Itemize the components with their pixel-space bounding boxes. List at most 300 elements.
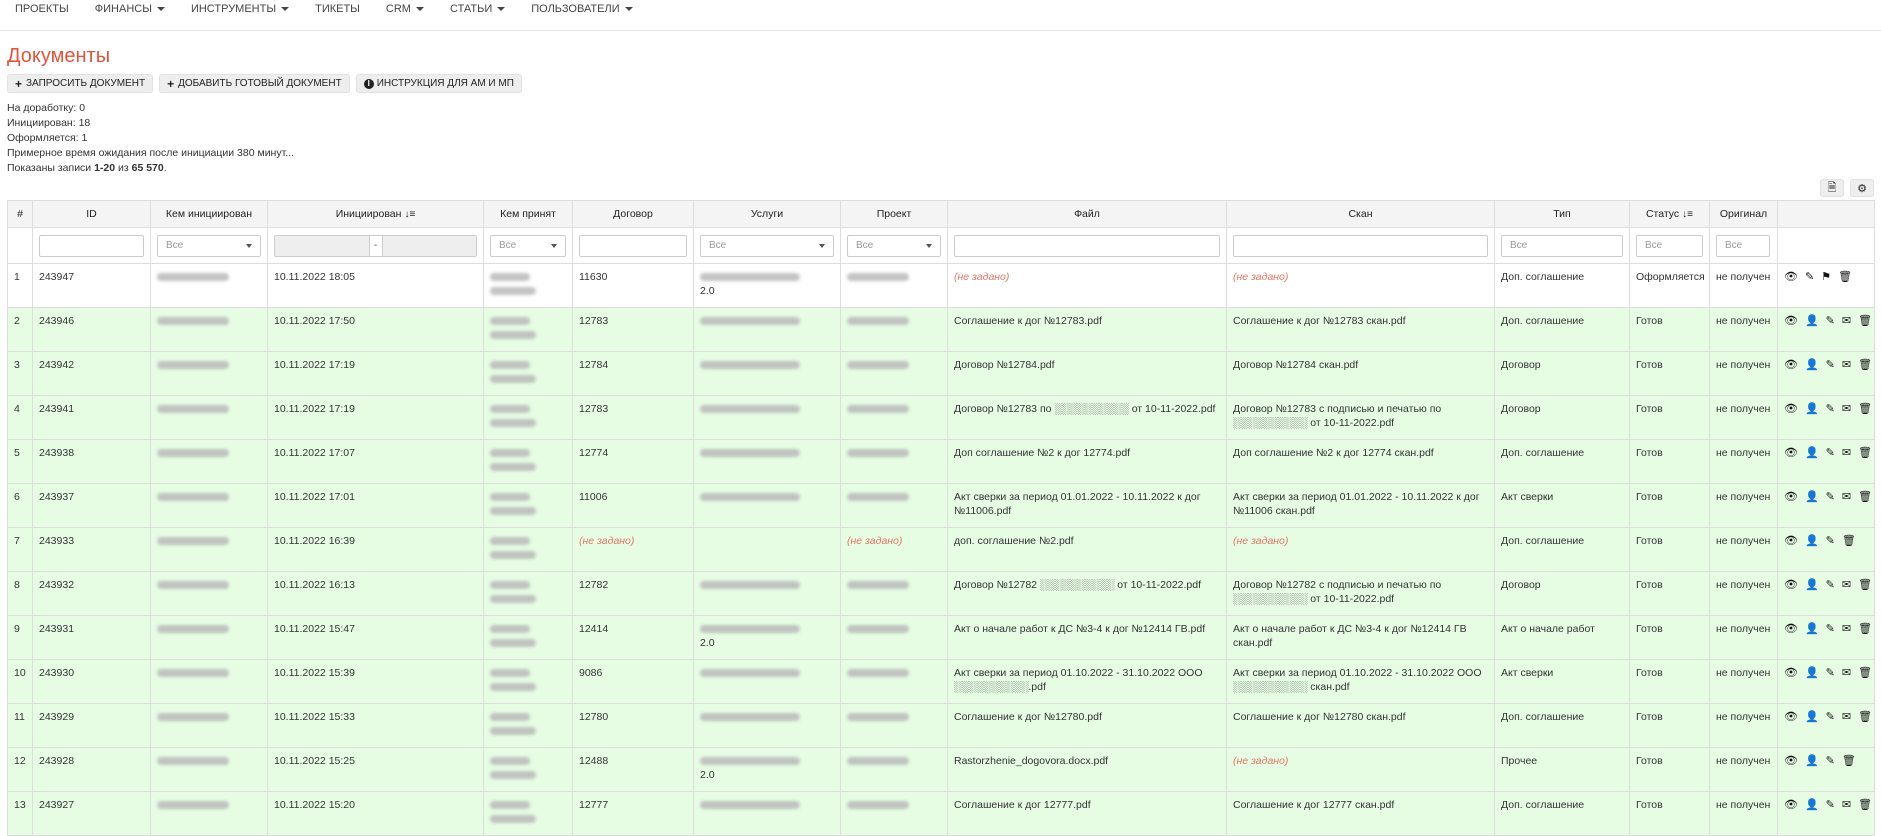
trash-icon[interactable]: 🗑 [1858,403,1873,415]
cell-initiated [268,660,484,704]
project-filter-select[interactable] [847,235,941,257]
trash-icon[interactable]: 🗑 [1858,623,1873,635]
cell-file[interactable] [948,616,1227,660]
cell-type [1495,660,1630,704]
file-link[interactable]: Акт сверки за период 01.01.2022 - 10.11.2022 к дог №11006.pdf [954,491,1201,517]
pencil-icon[interactable]: ✎ [1825,359,1835,371]
row-actions [1784,578,1873,592]
document-id: 243931 [39,623,75,635]
user-icon[interactable]: 👤 [1804,755,1819,767]
pencil-icon[interactable]: ✎ [1825,491,1835,503]
eye-icon[interactable]: 👁 [1784,403,1798,415]
cell-file[interactable] [948,308,1227,352]
document-id: 243947 [39,271,75,283]
redacted-services [700,581,800,589]
services-extra: 2.0 [700,285,715,297]
col-header-status-label: Статус [1645,208,1680,220]
scan-link[interactable]: Соглашение к дог №12783 скан.pdf [1233,315,1406,327]
pencil-icon[interactable]: ✎ [1825,623,1835,635]
cell-file[interactable] [948,352,1227,396]
table-toolbar [7,179,1874,197]
eye-icon[interactable]: 👁 [1784,755,1798,767]
id-filter-input[interactable] [39,235,144,257]
contract-number: 11006 [579,491,608,503]
settings-button[interactable] [1850,179,1874,197]
cell-type [1495,528,1630,572]
cell-scan[interactable] [1227,572,1495,616]
col-header-scan[interactable]: Скан [1227,201,1495,228]
cell-actions [1778,660,1875,704]
col-header-initiated[interactable] [268,201,484,228]
cell-file[interactable] [948,704,1227,748]
row-actions [1784,446,1873,460]
cell-actions [1778,484,1875,528]
file-link[interactable]: Соглашение к дог №12780.pdf [954,711,1102,723]
trash-icon[interactable]: 🗑 [1858,447,1873,459]
cell-scan [1227,528,1495,572]
cell-scan [1227,264,1495,308]
cell-file[interactable] [948,528,1227,572]
cell-file[interactable] [948,792,1227,836]
cell-initiator [151,264,268,308]
cell-services [694,396,841,440]
pencil-icon[interactable]: ✎ [1825,667,1835,679]
table-row[interactable] [8,704,1875,748]
file-link[interactable]: Rastorzhenie_dogovora.docx.pdf [954,755,1109,767]
cell-type [1495,308,1630,352]
initiated-datetime: 10.11.2022 17:19 [274,403,355,415]
trash-icon[interactable]: 🗑 [1858,315,1873,327]
col-header-status[interactable] [1630,201,1710,228]
col-header-contract[interactable]: Договор [573,201,694,228]
cell-file[interactable] [948,748,1227,792]
redacted-accepted-by [490,405,530,413]
file-link[interactable]: Соглашение к дог 12777.pdf [954,799,1091,811]
table-header-row [8,201,1875,228]
pencil-icon[interactable]: ✎ [1825,579,1835,591]
action-buttons [7,74,1874,93]
cell-status [1630,748,1710,792]
status-badge: Оформляется [1636,271,1705,283]
redacted-services [700,625,800,633]
cell-num [8,308,33,352]
cell-services [694,484,841,528]
eye-icon[interactable]: 👁 [1784,799,1798,811]
redacted-accepted-by [490,361,530,369]
table-row[interactable] [8,572,1875,616]
table-row[interactable] [8,264,1875,308]
nav-item-5[interactable] [442,0,513,15]
redacted-accepted-by [490,639,536,647]
eye-icon[interactable]: 👁 [1784,271,1798,283]
cell-id [33,748,151,792]
table-row[interactable] [8,660,1875,704]
user-icon[interactable]: 👤 [1804,711,1819,723]
table-row[interactable] [8,792,1875,836]
contract-number: 12784 [579,359,609,371]
cell-type [1495,792,1630,836]
initiator-filter-select[interactable] [157,235,261,257]
table-row[interactable] [8,308,1875,352]
pencil-icon[interactable]: ✎ [1804,271,1815,283]
eye-icon[interactable]: 👁 [1784,359,1798,371]
initiated-date-range[interactable] [274,235,477,257]
table-row[interactable] [8,748,1875,792]
redacted-accepted-by [490,331,536,339]
scan-filter-input[interactable] [1233,235,1488,257]
redacted-accepted-by [490,713,530,721]
eye-icon[interactable]: 👁 [1784,315,1798,327]
row-actions [1784,358,1873,372]
cell-contract [573,396,694,440]
initiated-datetime: 10.11.2022 15:20 [274,799,355,811]
file-link[interactable]: Договор №12783 по ░░░░░░░░░░ от 10-11-2022.pdf [954,403,1216,415]
filter-cell-accepted [484,228,573,264]
trash-icon[interactable]: 🗑 [1858,491,1873,503]
redacted-services [700,757,800,765]
chevron-down-icon [551,244,557,248]
table-row[interactable] [8,616,1875,660]
envelope-icon[interactable]: ✉ [1841,315,1852,327]
accepted-filter-select[interactable] [490,235,566,257]
row-actions [1784,402,1873,416]
cell-scan[interactable] [1227,440,1495,484]
envelope-icon[interactable]: ✉ [1841,711,1852,723]
col-header-type[interactable]: Тип [1495,201,1630,228]
initiated-datetime: 10.11.2022 18:05 [274,271,355,283]
trash-icon[interactable]: 🗑 [1838,271,1853,283]
file-link[interactable]: доп. соглашение №2.pdf [954,535,1074,547]
col-header-file[interactable]: Файл [948,201,1227,228]
cell-status [1630,308,1710,352]
row-number: 11 [14,711,25,723]
document-id: 243941 [39,403,75,415]
col-header-accepted-by[interactable]: Кем принят [484,201,573,228]
cell-id [33,660,151,704]
trash-icon[interactable]: 🗑 [1841,755,1856,767]
cell-num [8,396,33,440]
filter-cell-initiator [151,228,268,264]
filter-cell-file [948,228,1227,264]
instruction-button[interactable] [356,74,522,93]
documents-table-body [8,264,1875,836]
contract-number: 12774 [579,447,609,459]
cell-num [8,616,33,660]
trash-icon[interactable]: 🗑 [1858,711,1873,723]
cell-scan[interactable] [1227,352,1495,396]
documents-table [7,200,1875,836]
cell-status [1630,264,1710,308]
original-filter-input[interactable]: Все [1716,235,1770,257]
document-type: Доп. соглашение [1501,315,1585,327]
user-icon[interactable]: 👤 [1804,447,1819,459]
col-header-actions [1778,201,1875,228]
col-header-num: # [8,201,33,228]
user-icon[interactable]: 👤 [1804,359,1819,371]
cell-services [694,264,841,308]
chevron-down-icon [819,244,825,248]
redacted-initiator [157,273,229,281]
pencil-icon[interactable]: ✎ [1825,711,1835,723]
scan-link[interactable]: Соглашение к дог 12777 скан.pdf [1233,799,1395,811]
col-header-project[interactable]: Проект [841,201,948,228]
scan-link[interactable]: Соглашение к дог №12780 скан.pdf [1233,711,1406,723]
add-ready-document-button[interactable] [159,74,350,93]
redacted-project [847,405,909,413]
envelope-icon[interactable]: ✉ [1841,667,1852,679]
document-id: 243946 [39,315,75,327]
cell-scan[interactable] [1227,396,1495,440]
col-header-services[interactable]: Услуги [694,201,841,228]
scan-link: (не задано) [1233,755,1289,767]
cell-scan[interactable] [1227,792,1495,836]
cell-original [1710,440,1778,484]
file-link[interactable]: Соглашение к дог №12783.pdf [954,315,1102,327]
services-extra: 2.0 [700,637,715,649]
document-type: Доп. соглашение [1501,535,1585,547]
table-row[interactable] [8,484,1875,528]
trash-icon[interactable]: 🗑 [1858,579,1873,591]
request-document-label: ЗАПРОСИТЬ ДОКУМЕНТ [26,78,146,89]
cell-file[interactable] [948,396,1227,440]
user-icon[interactable]: 👤 [1804,403,1819,415]
nav-item-label: ИНСТРУМЕНТЫ [190,3,277,15]
cell-file[interactable] [948,484,1227,528]
cell-accepted-by [484,528,573,572]
table-row[interactable] [8,440,1875,484]
file-link[interactable]: Доп соглашение №2 к дог 12774.pdf [954,447,1131,459]
redacted-accepted-by [490,493,530,501]
document-id: 243938 [39,447,75,459]
cell-services [694,308,841,352]
redacted-accepted-by [490,463,536,471]
scan-link[interactable]: Акт о начале работ к ДС №3-4 к дог №12414 ГВ скан.pdf [1233,623,1467,649]
eye-icon[interactable]: 👁 [1784,667,1798,679]
document-id: 243927 [39,799,75,811]
cell-initiated [268,484,484,528]
cell-scan[interactable] [1227,616,1495,660]
cell-scan[interactable] [1227,308,1495,352]
filter-cell-status [1630,228,1710,264]
date-from-input[interactable] [275,236,369,256]
flag-icon[interactable]: ⚑ [1821,271,1832,283]
scan-link[interactable]: Доп соглашение №2 к дог 12774 скан.pdf [1233,447,1434,459]
request-document-button[interactable] [7,74,153,93]
filter-cell-contract [573,228,694,264]
cell-file[interactable] [948,572,1227,616]
redacted-initiator [157,317,229,325]
contract-number: 12777 [579,799,609,811]
document-type: Акт о начале работ [1501,623,1595,635]
cell-initiated [268,528,484,572]
cell-scan[interactable] [1227,484,1495,528]
records-prefix: Показаны записи [7,162,95,174]
eye-icon[interactable]: 👁 [1784,579,1798,591]
cell-file [948,264,1227,308]
cell-num [8,528,33,572]
row-number: 8 [14,579,20,591]
filter-cell-original [1710,228,1778,264]
chevron-down-icon [416,7,424,11]
redacted-services [700,713,800,721]
records-mid: из [115,162,132,174]
scan-link[interactable]: Акт сверки за период 01.10.2022 - 31.10.2022 ООО ░░░░░░░░░░ скан.pdf [1233,667,1482,693]
filter-cell-initiated [268,228,484,264]
original-status: не получен [1716,447,1771,459]
nav-item-1[interactable] [87,0,173,15]
table-row[interactable] [8,528,1875,572]
envelope-icon[interactable]: ✉ [1841,623,1852,635]
cell-initiated [268,792,484,836]
cell-initiated [268,572,484,616]
cell-actions [1778,396,1875,440]
row-number: 9 [14,623,20,635]
nav-item-3[interactable] [307,0,368,15]
cell-num [8,792,33,836]
cell-file[interactable] [948,660,1227,704]
initiated-datetime: 10.11.2022 17:01 [274,491,355,503]
type-filter-input[interactable]: Все [1501,235,1623,257]
cell-original [1710,660,1778,704]
services-filter-select[interactable] [700,235,834,257]
envelope-icon[interactable]: ✉ [1841,359,1852,371]
user-icon[interactable]: 👤 [1804,623,1819,635]
user-icon[interactable]: 👤 [1804,315,1819,327]
eye-icon[interactable]: 👁 [1784,447,1798,459]
contract-filter-input[interactable] [579,235,687,257]
nav-item-label: ТИКЕТЫ [315,3,360,15]
envelope-icon[interactable]: ✉ [1841,491,1852,503]
cell-initiated [268,616,484,660]
user-icon[interactable]: 👤 [1804,535,1819,547]
envelope-icon[interactable]: ✉ [1841,447,1852,459]
scan-link[interactable]: Договор №12783 с подписью и печатью по ░░░░░░░░░░ от 10-11-2022.pdf [1233,403,1442,429]
scan-link[interactable]: Договор №12784 скан.pdf [1233,359,1359,371]
initiated-datetime: 10.11.2022 15:39 [274,667,355,679]
cell-file[interactable] [948,440,1227,484]
scan-link[interactable]: Договор №12782 с подписью и печатью по ░░░░░░░░░░ от 10-11-2022.pdf [1233,579,1442,605]
file-link[interactable]: Договор №12782 ░░░░░░░░░░ от 10-11-2022.pdf [954,579,1202,591]
pencil-icon[interactable]: ✎ [1825,315,1835,327]
cell-num [8,704,33,748]
pencil-icon[interactable]: ✎ [1825,755,1835,767]
top-navbar [0,0,1881,31]
document-type: Договор [1501,359,1541,371]
envelope-icon[interactable]: ✉ [1841,579,1852,591]
table-row[interactable] [8,396,1875,440]
cell-scan [1227,748,1495,792]
document-id: 243930 [39,667,75,679]
user-icon[interactable]: 👤 [1804,579,1819,591]
document-type: Акт сверки [1501,667,1554,679]
cell-type [1495,572,1630,616]
user-icon[interactable]: 👤 [1804,667,1819,679]
col-header-original[interactable]: Оригинал [1710,201,1778,228]
cell-initiated [268,440,484,484]
nav-item-label: ФИНАНСЫ [94,3,152,15]
select-value: Все [856,240,874,251]
envelope-icon[interactable]: ✉ [1841,403,1852,415]
original-status: не получен [1716,359,1771,371]
pencil-icon[interactable]: ✎ [1825,799,1835,811]
envelope-icon[interactable]: ✉ [1841,799,1852,811]
cell-scan[interactable] [1227,704,1495,748]
status-badge: Готов [1636,799,1663,811]
contract-number: (не задано) [579,535,635,547]
scan-link: (не задано) [1233,535,1289,547]
filter-cell-services [694,228,841,264]
file-link[interactable]: Договор №12784.pdf [954,359,1055,371]
eye-icon[interactable]: 👁 [1784,623,1798,635]
pencil-icon[interactable]: ✎ [1825,447,1835,459]
eye-icon[interactable]: 👁 [1784,535,1798,547]
eye-icon[interactable]: 👁 [1784,711,1798,723]
file-filter-input[interactable] [954,235,1220,257]
status-filter-input[interactable]: Все [1636,235,1703,257]
cell-project [841,616,948,660]
date-to-input[interactable] [383,236,477,256]
status-badge: Готов [1636,359,1663,371]
file-link[interactable]: Акт сверки за период 01.10.2022 - 31.10.2022 ООО ░░░░░░░░░░.pdf [954,667,1203,693]
status-badge: Готов [1636,535,1663,547]
export-button[interactable] [1820,179,1844,197]
redacted-services [700,493,800,501]
nav-item-6[interactable] [523,0,640,15]
cell-services [694,704,841,748]
trash-icon[interactable]: 🗑 [1841,535,1856,547]
records-total: 65 570 [131,162,164,174]
original-status: не получен [1716,271,1771,283]
initiated-datetime: 10.11.2022 17:07 [274,447,355,459]
trash-icon[interactable]: 🗑 [1858,667,1873,679]
col-header-initiator[interactable]: Кем инициирован [151,201,268,228]
redacted-accepted-by [490,287,536,295]
select-value: Все [709,240,727,251]
table-row[interactable] [8,352,1875,396]
redacted-project [847,273,909,281]
nav-item-label: ПОЛЬЗОВАТЕЛИ [531,3,620,15]
cell-accepted-by [484,748,573,792]
cell-accepted-by [484,484,573,528]
filter-row [8,228,1875,264]
cell-original [1710,352,1778,396]
eye-icon[interactable]: 👁 [1784,491,1798,503]
nav-item-4[interactable] [378,0,432,15]
nav-item-2[interactable] [183,0,297,15]
cell-accepted-by [484,264,573,308]
scan-link[interactable]: Акт сверки за период 01.01.2022 - 10.11.2022 к дог №11006 скан.pdf [1233,491,1480,517]
filter-cell-id [33,228,151,264]
cell-type [1495,396,1630,440]
user-icon[interactable]: 👤 [1804,799,1819,811]
trash-icon[interactable]: 🗑 [1858,359,1873,371]
pencil-icon[interactable]: ✎ [1825,403,1835,415]
cell-scan[interactable] [1227,660,1495,704]
trash-icon[interactable]: 🗑 [1858,799,1873,811]
plus-icon: + [15,76,23,91]
file-link[interactable]: Акт о начале работ к ДС №3-4 к дог №12414 ГВ.pdf [954,623,1206,635]
col-header-id[interactable]: ID [33,201,151,228]
document-id: 243933 [39,535,75,547]
cell-type [1495,352,1630,396]
date-range-separator: - [369,236,383,256]
user-icon[interactable]: 👤 [1804,491,1819,503]
pencil-icon[interactable]: ✎ [1825,535,1835,547]
cell-original [1710,792,1778,836]
cell-services [694,572,841,616]
cell-status [1630,616,1710,660]
nav-item-0[interactable] [7,0,77,15]
